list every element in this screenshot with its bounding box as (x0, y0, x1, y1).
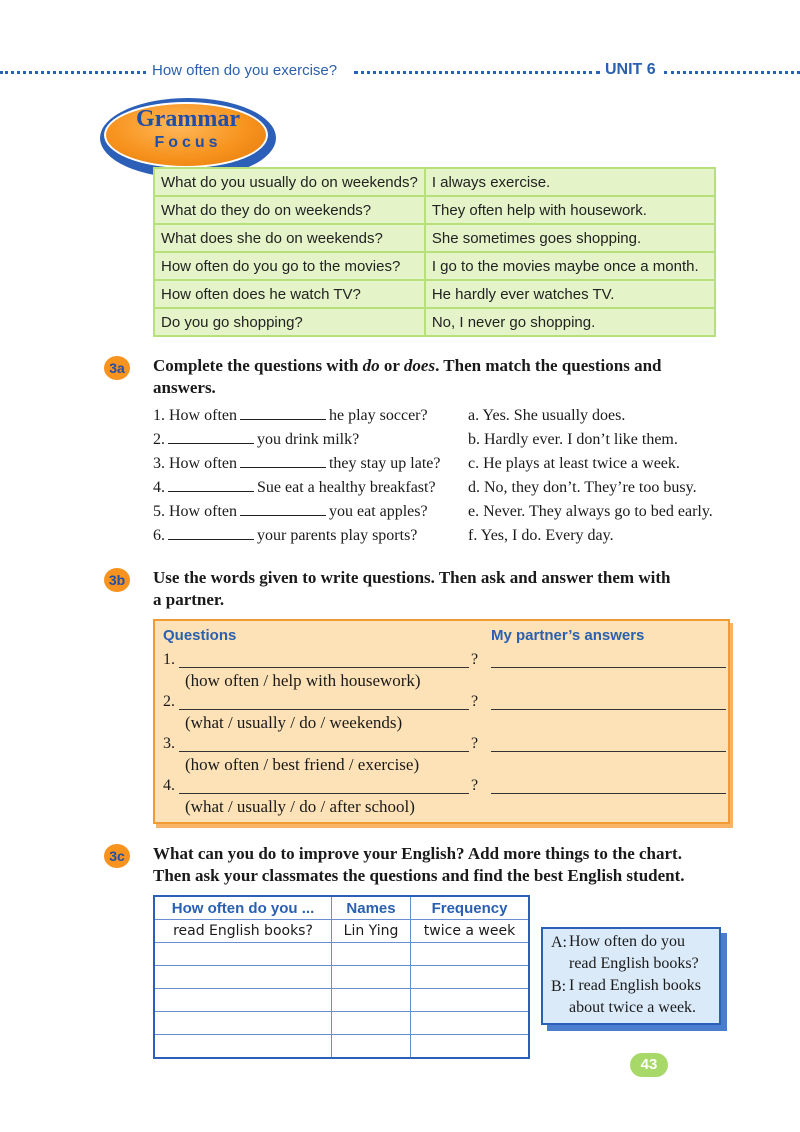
english-survey-chart (153, 895, 530, 1059)
activity-cell[interactable] (154, 966, 332, 989)
question-mark: ? (471, 777, 479, 794)
answer-writing-line[interactable] (491, 667, 726, 668)
question-writing-line[interactable] (179, 709, 469, 710)
activity-cell[interactable] (154, 1035, 332, 1059)
logo-grammar-text: Grammar (136, 106, 240, 132)
instruction-line: answers. (153, 378, 216, 397)
answer-3a-a: a. Yes. She usually does. (468, 407, 626, 424)
grammar-question: How often do you go to the movies? (154, 252, 425, 280)
grammar-table (153, 167, 716, 337)
unit-label: UNIT 6 (605, 61, 656, 78)
item-number: 3. (163, 735, 175, 752)
grammar-row (154, 280, 715, 308)
instruction-line: Use the words given to write questions. Then ask and answer them with (153, 568, 671, 587)
table-row (154, 920, 529, 943)
answer-3a-f: f. Yes, I do. Every day. (468, 527, 614, 544)
question-start: 6. (153, 527, 165, 544)
instruction-line: a partner. (153, 590, 225, 609)
example-dialog-box (541, 927, 721, 1025)
page-header (0, 60, 800, 84)
frequency-cell[interactable] (411, 1035, 530, 1059)
grammar-answer: No, I never go shopping. (425, 308, 715, 336)
question-3a-3 (153, 452, 441, 476)
question-writing-line[interactable] (179, 751, 469, 752)
question-end: your parents play sports? (257, 527, 418, 544)
instr-does: does (403, 356, 436, 375)
frequency-cell[interactable] (411, 943, 530, 966)
question-end: Sue eat a healthy breakfast? (257, 479, 436, 496)
question-start: 4. (153, 479, 165, 496)
exercise-3b-badge (104, 568, 130, 592)
chart-header-row (154, 896, 529, 920)
answer-blank[interactable] (240, 501, 326, 516)
grammar-row (154, 252, 715, 280)
item-number: 4. (163, 777, 175, 794)
answer-writing-line[interactable] (491, 793, 726, 794)
question-3a-2 (153, 428, 359, 452)
question-start: 1. How often (153, 407, 237, 424)
exercise-3a-badge (104, 356, 130, 380)
name-cell[interactable] (332, 989, 411, 1012)
grammar-answer: I always exercise. (425, 168, 715, 196)
grammar-answer: He hardly ever watches TV. (425, 280, 715, 308)
column-header-frequency: Frequency (411, 896, 530, 920)
instr-part: or (379, 356, 404, 375)
grammar-question: What do they do on weekends? (154, 196, 425, 224)
question-end: they stay up late? (328, 455, 441, 472)
table-row (154, 966, 529, 989)
header-dots-right (664, 71, 800, 74)
instr-part: . Then match the questions and (435, 356, 662, 375)
exercise-3b-instruction (153, 567, 670, 611)
question-end: he play soccer? (328, 407, 428, 424)
grammar-answer: They often help with housework. (425, 196, 715, 224)
grammar-answer: I go to the movies maybe once a month. (425, 252, 715, 280)
answer-blank[interactable] (240, 405, 326, 420)
question-start: 5. How often (153, 503, 237, 520)
question-3a-6 (153, 524, 417, 548)
instr-part: Complete the questions with (153, 356, 363, 375)
exercise-3a-instruction (153, 355, 662, 399)
name-cell[interactable] (332, 966, 411, 989)
badge-label: 3b (108, 572, 126, 588)
grammar-answer: She sometimes goes shopping. (425, 224, 715, 252)
question-end: you eat apples? (328, 503, 428, 520)
badge-label: 3a (109, 360, 125, 376)
frequency-cell[interactable] (411, 989, 530, 1012)
question-start: 2. (153, 431, 165, 448)
instruction-line: What can you do to improve your English? Add more things to the chart. (153, 844, 682, 863)
grammar-row (154, 168, 715, 196)
item-number: 1. (163, 651, 175, 668)
answer-writing-line[interactable] (491, 751, 726, 752)
frequency-cell[interactable] (411, 1012, 530, 1035)
word-hint: (what / usually / do / after school) (185, 797, 415, 816)
question-mark: ? (471, 693, 479, 710)
header-title: How often do you exercise? (152, 62, 338, 79)
partner-answers-column-header: My partner’s answers (491, 627, 645, 644)
name-cell[interactable] (332, 943, 411, 966)
dialog-text: about twice a week. (569, 999, 697, 1016)
grammar-question: How often does he watch TV? (154, 280, 425, 308)
activity-cell[interactable] (154, 1012, 332, 1035)
grammar-row (154, 196, 715, 224)
activity-cell[interactable] (154, 989, 332, 1012)
page-number: 43 (630, 1053, 668, 1077)
table-row (154, 989, 529, 1012)
name-cell[interactable]: Lin Ying (332, 920, 411, 943)
exercise-3c-badge (104, 844, 130, 868)
question-writing-line[interactable] (179, 793, 469, 794)
question-start: 3. How often (153, 455, 237, 472)
word-hint: (what / usually / do / weekends) (185, 713, 403, 732)
badge-label: 3c (109, 848, 125, 864)
grammar-question: Do you go shopping? (154, 308, 425, 336)
answer-blank[interactable] (168, 477, 254, 492)
answer-blank[interactable] (168, 525, 254, 540)
question-mark: ? (471, 735, 479, 752)
frequency-cell[interactable] (411, 966, 530, 989)
grammar-row (154, 224, 715, 252)
answer-3a-b: b. Hardly ever. I don’t like them. (468, 431, 678, 448)
answer-writing-line[interactable] (491, 709, 726, 710)
activity-cell[interactable] (154, 943, 332, 966)
speaker-label: A: (551, 934, 567, 951)
answer-3a-e: e. Never. They always go to bed early. (468, 503, 713, 520)
answer-blank[interactable] (168, 429, 254, 444)
dialog-text: How often do you (569, 933, 685, 950)
question-3a-5 (153, 500, 428, 524)
item-number: 2. (163, 693, 175, 710)
table-row (154, 1012, 529, 1035)
question-mark: ? (471, 651, 479, 668)
frequency-cell[interactable]: twice a week (411, 920, 530, 943)
table-row (154, 1035, 529, 1059)
question-writing-line[interactable] (179, 667, 469, 668)
answer-blank[interactable] (240, 453, 326, 468)
instruction-line (153, 355, 662, 377)
dialog-text: I read English books (569, 977, 701, 994)
exercise-3c-instruction (153, 843, 685, 887)
speaker-label: B: (551, 978, 567, 995)
header-dots-left (0, 71, 146, 74)
name-cell[interactable] (332, 1012, 411, 1035)
word-hint: (how often / best friend / exercise) (185, 755, 420, 774)
grammar-row (154, 308, 715, 336)
questions-column-header: Questions (163, 627, 237, 644)
instruction-line: Then ask your classmates the questions and find the best English student. (153, 866, 685, 885)
question-3a-4 (153, 476, 436, 500)
activity-cell[interactable]: read English books? (154, 920, 332, 943)
logo-focus-text: Focus (154, 134, 222, 151)
column-header-names: Names (332, 896, 411, 920)
name-cell[interactable] (332, 1035, 411, 1059)
exercise-3b-box (153, 619, 730, 824)
grammar-question: What do you usually do on weekends? (154, 168, 425, 196)
header-dots-middle (354, 71, 600, 74)
answer-3a-c: c. He plays at least twice a week. (468, 455, 680, 472)
question-end: you drink milk? (257, 431, 360, 448)
word-hint: (how often / help with housework) (185, 671, 421, 690)
grammar-question: What does she do on weekends? (154, 224, 425, 252)
question-3a-1 (153, 404, 428, 428)
table-row (154, 943, 529, 966)
column-header-how-often: How often do you ... (154, 896, 332, 920)
answer-3a-d: d. No, they don’t. They’re too busy. (468, 479, 697, 496)
dialog-text: read English books? (569, 955, 699, 972)
instr-do: do (362, 356, 380, 375)
